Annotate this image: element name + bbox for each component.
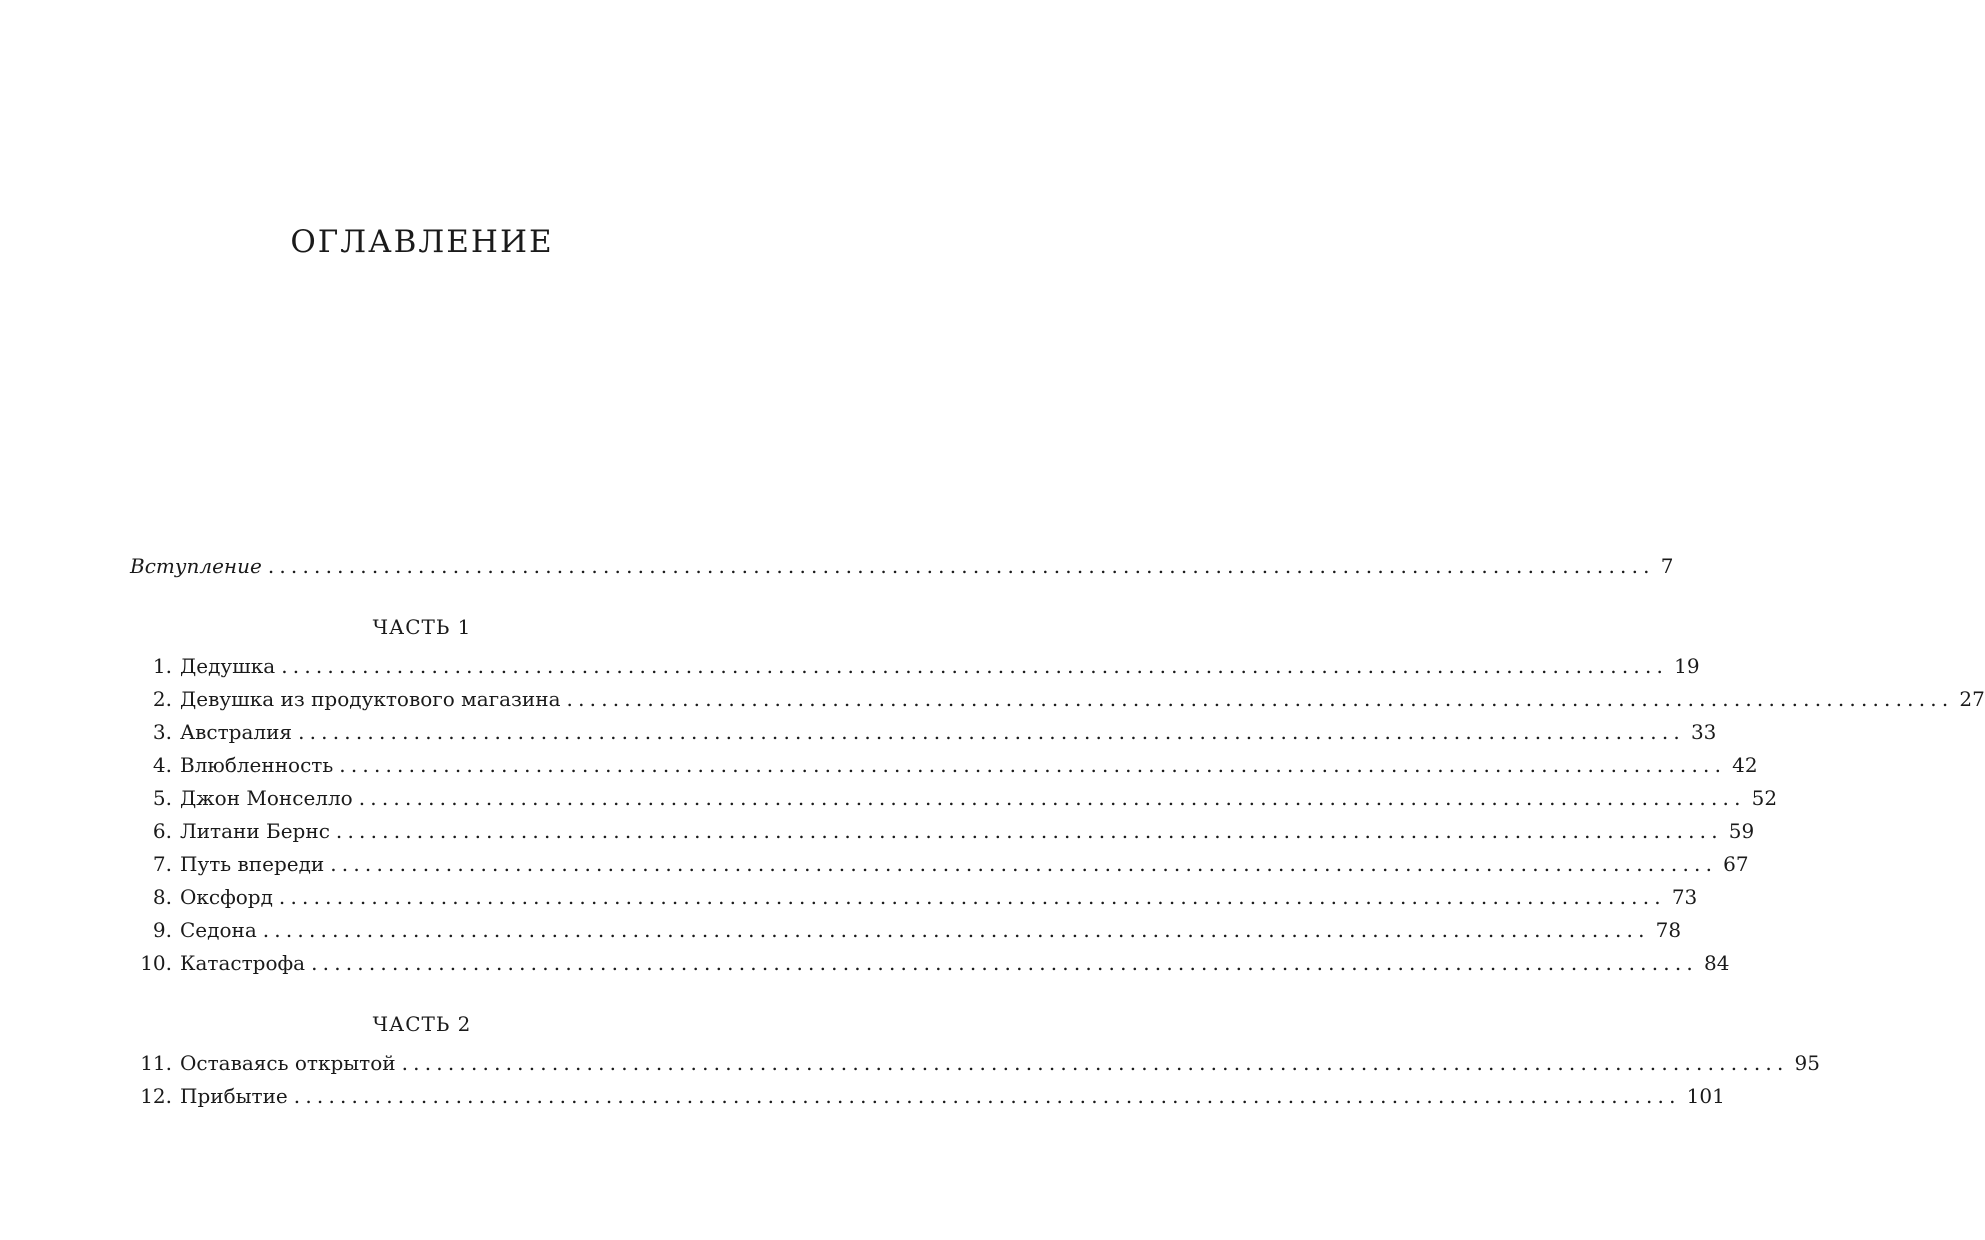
toc-entry-number: 6. (152, 819, 172, 843)
toc-entry-page: 27 (1959, 687, 1985, 711)
toc-entry-title: Оставаясь открытой (180, 1051, 396, 1075)
toc-entry-page: 52 (1751, 786, 1778, 810)
toc-entry[interactable] (130, 915, 1682, 945)
toc-entry[interactable] (130, 750, 1758, 780)
toc-entry[interactable] (130, 882, 1698, 912)
dot-leader: ........................................................................................................................ (298, 720, 1685, 744)
toc-entry-intro[interactable] (130, 551, 1674, 581)
dot-leader: ........................................................................................................................ (335, 819, 1723, 843)
toc-entry[interactable] (130, 717, 1717, 747)
toc-entry[interactable] (130, 1081, 1725, 1111)
toc-entry-number: 8. (152, 885, 172, 909)
dot-leader: ........................................................................................................................ (311, 951, 1698, 975)
part-heading-2: ЧАСТЬ 2 (372, 1012, 472, 1036)
toc-entry-title: Оксфорд (180, 885, 273, 909)
toc-entry-title: Австралия (180, 720, 293, 744)
toc-entry[interactable] (130, 948, 1730, 978)
dot-leader: ........................................................................................................................ (281, 654, 1669, 678)
toc-entry-page: 19 (1674, 654, 1700, 678)
toc-entry-page: 73 (1671, 885, 1698, 909)
toc-entry-number: 5. (152, 786, 172, 810)
toc-entry-number: 3. (152, 720, 172, 744)
toc-entry[interactable] (130, 684, 1985, 714)
toc-entry-title: Седона (180, 918, 257, 942)
toc-entry-title: Литани Бернс (180, 819, 330, 843)
dot-leader: ........................................................................................................................ (293, 1084, 1681, 1108)
toc-entry-page: 59 (1728, 819, 1755, 843)
toc-entry-page: 78 (1655, 918, 1682, 942)
toc-entry-page: 42 (1732, 753, 1758, 777)
dot-leader: ........................................................................................................................ (330, 852, 1718, 876)
dot-leader: ........................................................................................................................ (401, 1051, 1789, 1075)
toc-entry-page: 95 (1794, 1051, 1820, 1075)
toc-entry-title: Дедушка (180, 654, 276, 678)
page-title: ОГЛАВЛЕНИЕ (290, 224, 554, 260)
toc-entry[interactable] (130, 849, 1749, 879)
toc-entry-title: Джон Монселло (180, 786, 353, 810)
dot-leader: ........................................................................................................................ (262, 918, 1650, 942)
part-heading-1: ЧАСТЬ 1 (372, 615, 472, 639)
toc-entry-page: 33 (1690, 720, 1717, 744)
toc-entry[interactable] (130, 651, 1700, 681)
toc-entry-title: Вступление (130, 554, 262, 578)
dot-leader: ........................................................................................................................ (267, 554, 1655, 578)
toc-entry-page: 7 (1660, 554, 1674, 578)
toc-entry-number: 4. (152, 753, 172, 777)
toc-entry-page: 84 (1703, 951, 1730, 975)
toc-entry-title: Катастрофа (180, 951, 306, 975)
toc-entry[interactable] (130, 783, 1778, 813)
toc-entry-number: 2. (152, 687, 172, 711)
toc-entry-title: Прибытие (180, 1084, 288, 1108)
dot-leader: ........................................................................................................................ (278, 885, 1666, 909)
toc-entry-title: Девушка из продуктового магазина (180, 687, 561, 711)
toc-entry-number: 1. (152, 654, 172, 678)
toc-entry-number: 9. (152, 918, 172, 942)
toc-entry[interactable] (130, 1048, 1820, 1078)
dot-leader: ........................................................................................................................ (566, 687, 1954, 711)
toc-entry-title: Влюбленность (180, 753, 334, 777)
dot-leader: ........................................................................................................................ (358, 786, 1746, 810)
toc-entry[interactable] (130, 816, 1755, 846)
dot-leader: ........................................................................................................................ (339, 753, 1727, 777)
toc-entry-number: 10. (140, 951, 172, 975)
toc-entry-number: 11. (140, 1051, 172, 1075)
toc-entry-number: 7. (152, 852, 172, 876)
toc-entry-page: 67 (1723, 852, 1749, 876)
toc-entry-number: 12. (140, 1084, 172, 1108)
toc-entry-page: 101 (1686, 1084, 1725, 1108)
toc-entry-title: Путь впереди (180, 852, 325, 876)
